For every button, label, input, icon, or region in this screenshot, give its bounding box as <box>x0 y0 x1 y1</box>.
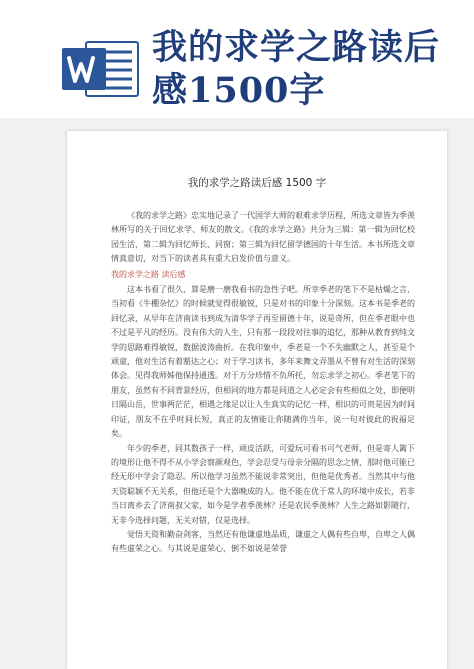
paragraph: 觉悟天资和勤奋剑客，当然还有他谦虚地品质，谦虚之人偶有些自卑，自卑之人偶有些虚荣之心。与其说是虚荣心，倒不如说是荣誉 <box>111 529 415 554</box>
document-title: 我的求学之路读后感 1500 字 <box>187 177 327 189</box>
word-icon <box>62 38 142 100</box>
paragraph: 年少的季老，同其数孩子一样，顽皮活跃，可爱玩可看书可气老师，但是寄人篱下的境形让他不得不从小学会察颜观色，学会忍受与母亲分隔的思念之情，那时他可能已经无形中学会了隐忍。所以他学习虽然不能说非常突出，但他是优秀者。当然其中与他天资聪颖不无关系，但他还是个大器晚成的人。他不能在优于常人的环境中成长，若非当日离乡去了济南叔父家，如今是学者季羡林？还是农民季羡林？人生之路如影随行，无非今选择问题，无关对错，仅是选择。 <box>111 443 415 525</box>
banner <box>0 0 474 118</box>
document-page <box>67 131 447 669</box>
banner-title: 我的求学之路读后感1500字 <box>152 27 441 111</box>
document-body <box>111 209 415 557</box>
paragraph: 这本书看了很久，算是磨一磨我看书的急性子吧。所幸季老的笔下不是枯燥之言，当初看《牛棚杂忆》的时候就觉得很敏锐，只是对书的印象十分深刻。这本书是季老的回忆录，从早年在济南读书到成为清华学子再至留德十年，说是奇所，但在季老眼中也不过是平凡的经历。没有伟大的人生，只有那一段段对往事的追忆，那种从教育到纯文学的思路难得敏锐，数据波涛曲折。在我印象中，季老是一个不失幽默之人，甚至是个顽童，他对生活有着豁达之心；对于学习读书，多年来舞文弄墨从不曾有对生活的深刻体会。见得我师姊他保持通透。对于万分珍惜不负所托，勿忘求学之初心。季老笔下的朋友，虽然有不同背景经历，但相同的地方都是同道之人必定会有些相似之处，即便明日隔山岳，世事两茫茫，相遇之缘足以让人生真实的记忆一样，相识的可贵是因为时间印证，朋友不在乎时间长短，真正的友情能让你随满你当年，说一句对彼此的祝福足矣。 <box>111 285 415 439</box>
paragraph: 《我的求学之路》忠实地记录了一代国学大师的艰难求学历程，所选文章皆为季羡林所写的关于回忆求学、师友的散文。《我的求学之路》共分为三辑：第一辑为回忆校园生活，第二辑为回忆师长、同窗；第三辑为回忆留学德国的十年生活。本书所选文章情真意切，对当下的读者具有重大启发价值与意义。 <box>111 211 415 264</box>
section-subhead: 我的求学之路 读后感 <box>111 269 186 279</box>
